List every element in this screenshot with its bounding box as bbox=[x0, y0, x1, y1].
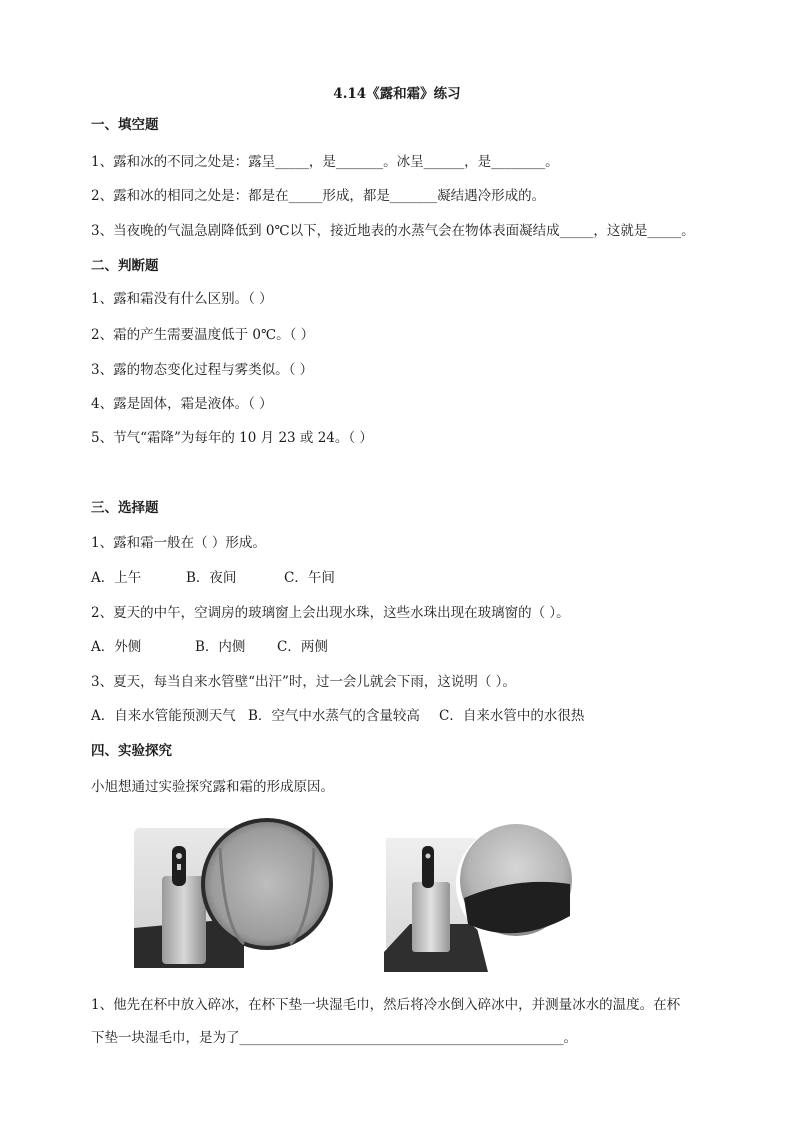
choice-option: B．内侧 bbox=[195, 639, 246, 655]
experiment-question-1-line-1: 1、他先在杯中放入碎冰，在杯下垫一块湿毛巾，然后将冷水倒入碎冰中，并测量冰水的温度。在杯 bbox=[91, 997, 681, 1013]
choice-options-2 bbox=[91, 638, 328, 656]
choice-option: B．夜间 bbox=[186, 570, 237, 586]
choice-option: B．空气中水蒸气的含量较高 bbox=[248, 708, 420, 724]
frost-experiment-photo bbox=[384, 820, 580, 974]
choice-question-2: 2、夏天的中午，空调房的玻璃窗上会出现水珠，这些水珠出现在玻璃窗的（ ）。 bbox=[91, 605, 570, 621]
choice-question-3: 3、夏天，每当自来水管壁“出汗”时，过一会儿就会下雨，这说明（ ）。 bbox=[91, 674, 516, 690]
fill-blank-question-2: 2、露和冰的相同之处是：都是在_____形成，都是_______凝结遇冷形成的。 bbox=[91, 188, 546, 204]
true-false-question-1: 1、露和霜没有什么区别。（ ） bbox=[91, 291, 273, 307]
choice-option: C．自来水管中的水很热 bbox=[439, 708, 585, 724]
fill-blank-question-1: 1、露和冰的不同之处是：露呈_____，是_______。冰呈______，是________。 bbox=[91, 154, 559, 170]
page-title: 4.14《露和霜》练习 bbox=[333, 86, 461, 102]
section-heading-experiment: 四、实验探究 bbox=[91, 743, 172, 759]
choice-question-1: 1、露和霜一般在（ ）形成。 bbox=[91, 535, 266, 551]
experiment-question-1-line-2: 下垫一块湿毛巾，是为了________________________________________________。 bbox=[91, 1030, 577, 1046]
choice-option: A．上午 bbox=[91, 570, 142, 586]
section-heading-true-false: 二、判断题 bbox=[91, 258, 159, 274]
choice-option: A．外侧 bbox=[91, 639, 142, 655]
true-false-question-3: 3、露的物态变化过程与雾类似。（ ） bbox=[91, 362, 314, 378]
true-false-question-2: 2、霜的产生需要温度低于 0℃。（ ） bbox=[91, 327, 315, 343]
dew-experiment-photo bbox=[132, 808, 336, 972]
choice-options-3 bbox=[91, 707, 584, 725]
section-heading-multiple-choice: 三、选择题 bbox=[91, 500, 159, 516]
fill-blank-question-3: 3、当夜晚的气温急剧降低到 0℃以下，接近地表的水蒸气会在物体表面凝结成_____，这就是_____。 bbox=[91, 223, 695, 239]
choice-option: C．午间 bbox=[284, 570, 335, 586]
choice-options-1 bbox=[91, 569, 335, 587]
true-false-question-5: 5、节气“霜降”为每年的 10 月 23 或 24。（ ） bbox=[91, 430, 373, 446]
experiment-intro: 小旭想通过实验探究露和霜的形成原因。 bbox=[91, 779, 334, 795]
choice-option: A．自来水管能预测天气 bbox=[91, 708, 236, 724]
choice-option: C．两侧 bbox=[277, 639, 328, 655]
section-heading-fill-blank: 一、填空题 bbox=[91, 117, 159, 133]
true-false-question-4: 4、露是固体，霜是液体。（ ） bbox=[91, 396, 273, 412]
